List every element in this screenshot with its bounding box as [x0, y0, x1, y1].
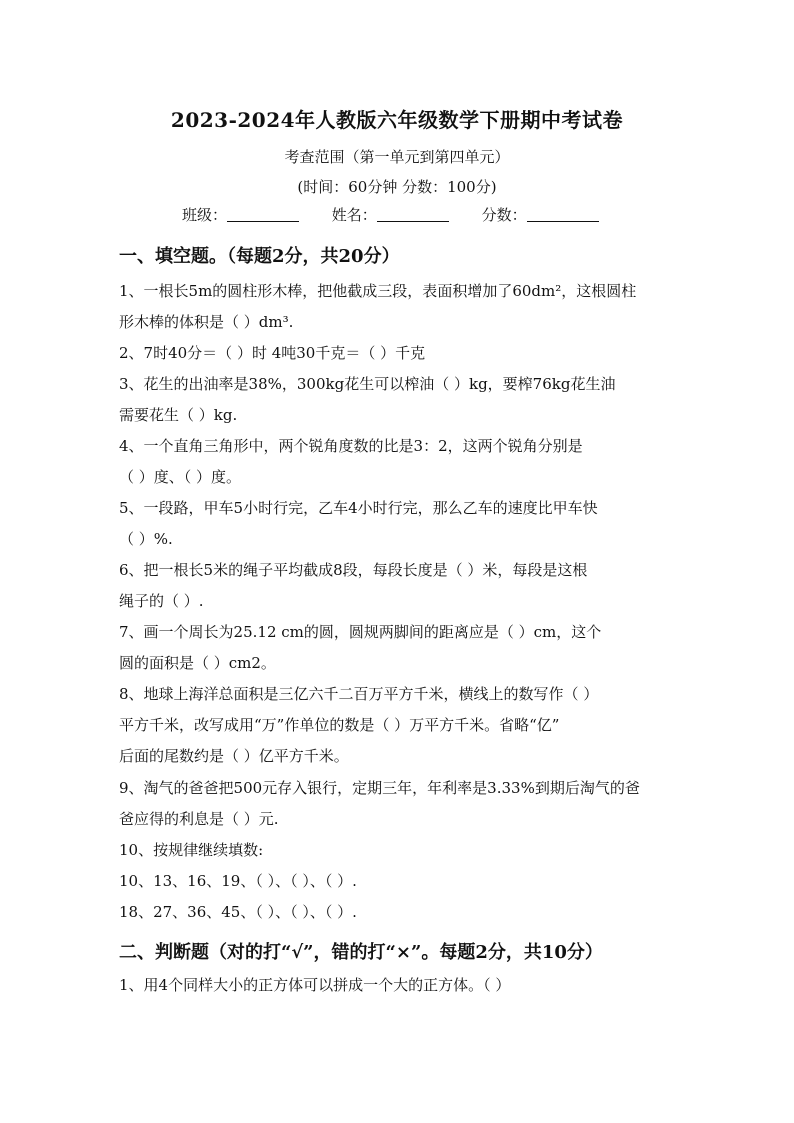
section1-heading: 一、填空题。（每题2分，共20分）	[119, 246, 400, 267]
question-line: 后面的尾数约是（ ）亿平方千米。	[119, 747, 349, 765]
question-line: 18、27、36、45、（ ）、（ ）、（ ）.	[119, 903, 357, 921]
score-label: 分数：	[481, 206, 527, 224]
question-line: 1、一根长5m的圆柱形木棒，把他截成三段，表面积增加了60dm²，这根圆柱	[119, 282, 637, 300]
page-title: 2023-2024年人教版六年级数学下册期中考试卷	[170, 108, 624, 132]
name-blank[interactable]	[377, 207, 449, 222]
question-line: 平方千米，改写成用“万”作单位的数是（ ）万平方千米。省略“亿”	[119, 716, 560, 734]
question-line: 1、用4个同样大小的正方体可以拼成一个大的正方体。（ ）	[119, 976, 511, 994]
name-label: 姓名：	[331, 206, 377, 224]
question-line: 5、一段路，甲车5小时行完，乙车4小时行完，那么乙车的速度比甲车快	[119, 499, 598, 517]
question-line: 爸应得的利息是（ ）元.	[119, 810, 279, 828]
student-info-row	[182, 204, 627, 225]
class-blank[interactable]	[227, 207, 299, 222]
section2-heading: 二、判断题（对的打“√”，错的打“×”。每题2分，共10分）	[119, 942, 603, 963]
question-line: 10、按规律继续填数:	[119, 841, 264, 859]
exam-scope: 考查范围（第一单元到第四单元）	[284, 148, 510, 166]
question-line: 形木棒的体积是（ ）dm³.	[119, 313, 294, 331]
question-line: 9、淘气的爸爸把500元存入银行，定期三年，年利率是3.33%到期后淘气的爸	[119, 779, 640, 797]
class-label: 班级：	[182, 206, 228, 224]
question-line: 6、把一根长5米的绳子平均截成8段，每段长度是（ ）米，每段是这根	[119, 561, 588, 579]
score-blank[interactable]	[527, 207, 599, 222]
question-line: （ ）%.	[119, 530, 173, 548]
question-line: 3、花生的出油率是38%，300kg花生可以榨油（ ）kg，要榨76kg花生油	[119, 375, 616, 393]
question-line: 绳子的（ ）.	[119, 592, 204, 610]
question-line: 7、画一个周长为25.12 cm的圆，圆规两脚间的距离应是（ ）cm，这个	[119, 623, 602, 641]
question-line: 需要花生（ ）kg.	[119, 406, 238, 424]
question-line: 8、地球上海洋总面积是三亿六千二百万平方千米，横线上的数写作（ ）	[119, 685, 599, 703]
question-line: 4、一个直角三角形中，两个锐角度数的比是3：2，这两个锐角分别是	[119, 437, 583, 455]
question-line: 2、7时40分＝（ ）时 4吨30千克＝（ ）千克	[119, 344, 426, 362]
question-line: （ ）度、（ ）度。	[119, 468, 242, 486]
time-and-score: (时间：60分钟 分数：100分)	[297, 178, 497, 196]
question-line: 圆的面积是（ ）cm2。	[119, 654, 276, 672]
question-line: 10、13、16、19、（ ）、（ ）、（ ）.	[119, 872, 357, 890]
